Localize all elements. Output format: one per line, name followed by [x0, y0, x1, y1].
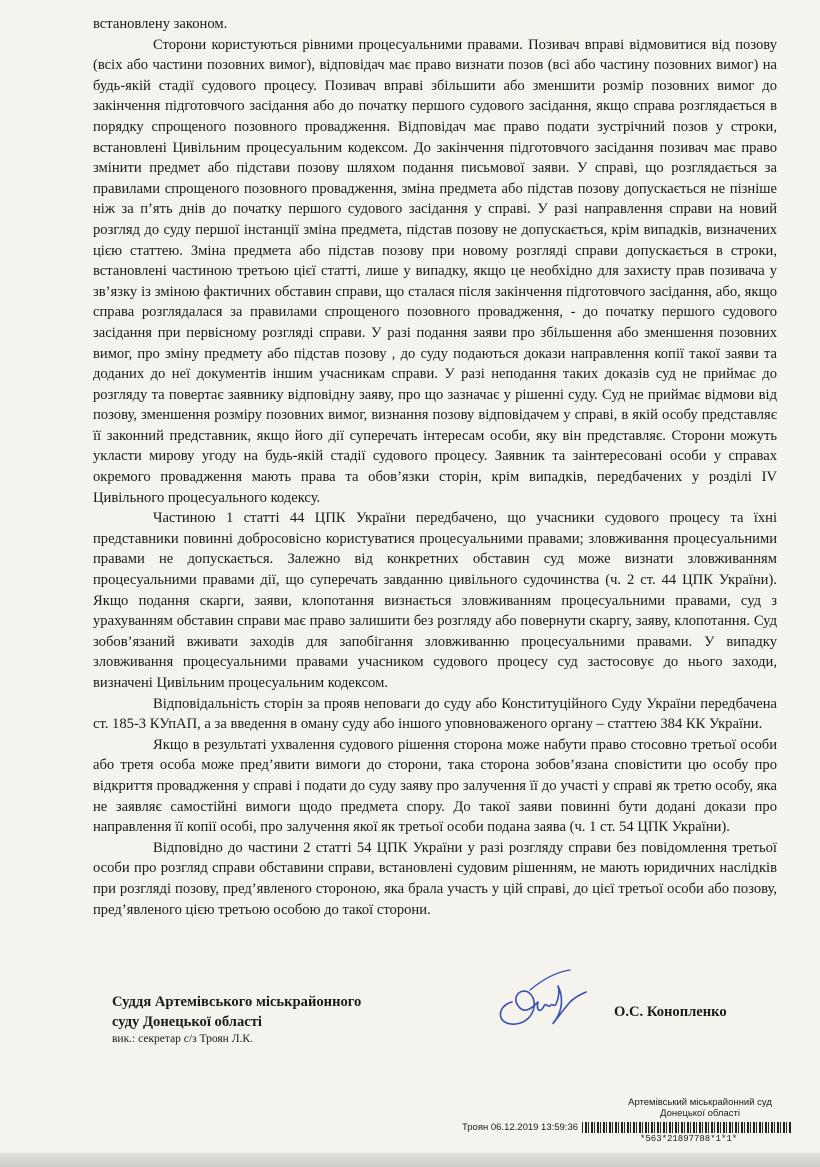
scan-edge: [0, 1153, 820, 1167]
court-stamp: [600, 1097, 800, 1119]
judge-title-line-2: суду Донецької області: [112, 1014, 262, 1030]
paragraph-4: Якщо в результаті ухвалення судового рішення сторона може набути право стосовно третьої особи або третя особа може пред’явити вимоги до сторони, така сторона зобов’язана сповістити цю особу про відкриття провадження у справі і подати до суду заяву про залучення її до участі у справі як третю особу, яка не заявляє самостійні вимоги щодо предмета спору. До такої заяви повинні бути додані докази про направлення її копії особі, про залучення якої як третьої особи подана заява (ч. 1 ст. 54 ЦПК України).: [93, 736, 777, 836]
judge-title-line-1: Суддя Артемівського міськрайонного: [112, 994, 362, 1010]
judge-name: О.С. Конопленко: [614, 1004, 727, 1020]
document-body: [93, 14, 777, 920]
paragraph-5: Відповідно до частини 2 статті 54 ЦПК України у разі розгляду справи без повідомлення третьої особи про розгляд справи обставини справи, встановлені судовим рішенням, не мають юридичних наслідків при розгляді позову, пред’явленого стороною, яка брала участь у цій справі, до цієї третьої особи або позову, пред’явленого цією третьою особою до такої сторони.: [93, 839, 777, 918]
judge-title: [112, 992, 442, 1032]
barcode-icon: [582, 1122, 792, 1133]
court-stamp-line-1: Артемівський міськрайонний суд: [628, 1097, 772, 1108]
paragraph-1: Сторони користуються рівними процесуальними правами. Позивач вправі відмовитися від позову (всіх або частини позовних вимог), відповідач має право визнати позов (всі або частину позовних вимог) на будь-якій стадії судового процесу. Позивач вправі збільшити або зменшити розмір позовних вимог до закінчення підготовчого засідання або до початку першого судового засідання, якщо справа розглядається в порядку спрощеного позовного провадження. Відповідач має право подати зустрічний позов у строки, встановлені Цивільним процесуальним кодексом. До закінчення підготовчого засідання позивач має право змінити предмет або підстави позову шляхом подання письмової заяви. У справі, що розглядається за правилами спрощеного позовного провадження, зміна предмета або підстав позову допускається не пізніше ніж за п’ять днів до початку першого судового засідання у справі. У разі направлення справи на новий розгляд до суду першої інстанції зміна предмета, підстав позову не допускається, крім випадків, визначених цією статтею. Зміна предмета або підстав позову при новому розгляді справи допускається в строки, встановлені частиною третьою цієї статті, лише у випадку, якщо це необхідно для захисту прав позивача у зв’язку із зміною фактичних обставин справи, що сталася після закінчення підготовчого засідання, або, якщо справа розглядалася за правилами спрощеного позовного провадження, - до початку першого судового засідання при первісному розгляді справи. У разі подання заяви про збільшення або зменшення позовних вимог, про зміну предмету або підстав позову , до суду подаються докази направлення копії такої заяви та доданих до неї документів іншим учасникам справи. У разі неподання таких доказів суд не приймає до розгляду та повертає заявнику відповідну заяву, про що зазначає у рішенні суду. Суд не приймає відмови від позову, зменшення розміру позовних вимог, визнання позову відповідачем у справі, в якій особу представляє її законний представник, якщо його дії суперечать інтересам особи, яку він представляє. Сторони можуть укласти мирову угоду на будь-якій стадії судового процесу. Заявник та заінтересовані особи у справах окремого провадження мають права та обов’язки сторін, крім випадків, передбачених у розділі IV Цивільного процесуального кодексу.: [93, 36, 777, 506]
registration-stamp: [462, 1122, 792, 1133]
handwritten-signature: [490, 962, 590, 1040]
operator-timestamp: Троян 06.12.2019 13:59:36: [462, 1122, 579, 1133]
paragraph-0: встановлену законом.: [93, 16, 228, 32]
paragraph-2: Частиною 1 статті 44 ЦПК України передбачено, що учасники судового процесу та їхні представники повинні добросовісно користуватися процесуальними правами; зловживання процесуальними правами не допускається. Залежно від конкретних обставин суд може визнати зловживанням процесуальними правами дії, що суперечать завданню цивільного судочинства (ч. 2 ст. 44 ЦПК України). Якщо подання скарги, заяви, клопотання визнається зловживанням процесуальними правами, суд з урахуванням обставин справи має право залишити без розгляду або повернути скаргу, заяву, клопотання. Суд зобов’язаний вживати заходів для запобігання зловживанню процесуальними правами. У випадку зловживання процесуальними правами учасником судового процесу суд застосовує до нього заходи, визначені Цивільним процесуальним кодексом.: [93, 510, 777, 691]
secretary-note: вик.: секретар с/з Троян Л.К.: [112, 1033, 253, 1045]
barcode-number: *563*21897788*1*1*: [640, 1134, 738, 1144]
court-stamp-line-2: Донецької області: [660, 1108, 740, 1119]
paragraph-3: Відповідальність сторін за прояв неповаги до суду або Конституційного Суду України передбачена ст. 185-3 КУпАП, а за введення в оману суду або іншого уповноваженого органу – статтею 384 КК України.: [93, 695, 777, 733]
